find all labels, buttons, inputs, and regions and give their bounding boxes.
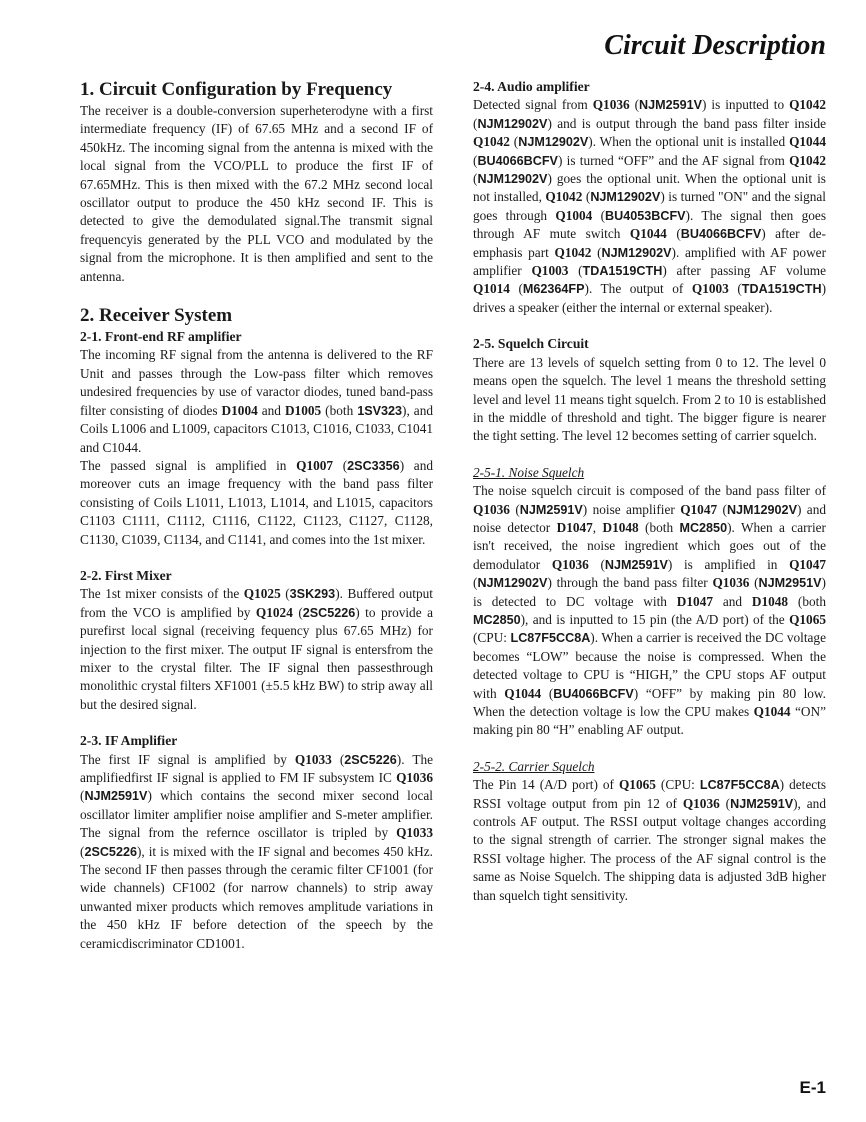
section-2-3-heading: 2-3. IF Amplifier — [80, 733, 178, 749]
section-2-5-1-body: The noise squelch circuit is composed of the band pass filter of Q1036 (NJM2591V) noise amplifier Q1047 (NJM12902V) and noise detector D1047, D1048 (both MC2850). When a carrier isn't received, the noise ingredient which goes out of the demodulator Q1036 (NJM2591V) is amplified in Q1047 (NJM12902V) through the band pass filter Q1036 (NJM2951V) is detected to DC voltage with D1047 and D1048 (both MC2850), and is inputted to 15 pin (the A/D port) of the Q1065 (CPU: LC87F5CC8A). When a carrier is received the DC voltage becomes “LOW” because the noise is compressed. When the detected voltage to CPU is “HIGH,” the CPU stops AF output with Q1044 (BU4066BCFV) “OFF” by making pin 80 low. When the detection voltage is low the CPU makes Q1044 “ON” making pin 80 “H” enabling AF output. — [473, 483, 826, 738]
left-column — [80, 78, 433, 953]
section-2-2-body: The 1st mixer consists of the Q1025 (3SK293). Buffered output from the VCO is amplified by Q1024 (2SC5226) to provide a purefirst local signal (receiving fequency plus 67.65 MHz) for injection to the first mixer. The output IF signal is entersfrom the mixer to the crystal filter. The IF signal then passesthrough monolithic crystal filters XF1001 (±5.5 kHz BW) to strip away all but the desired signal. — [80, 586, 433, 712]
section-2-1-paragraph-1: The incoming RF signal from the antenna is delivered to the RF Unit and passes through the Low-pass filter which removes undesired frequencies by use of varactor diodes, tuned band-pass filter consisting of diodes D1004 and D1005 (both 1SV323), and Coils L1006 and L1009, capacitors C1013, C1016, C1033, C1041 and C1044. — [80, 347, 433, 455]
section-2-1-paragraph-2: The passed signal is amplified in Q1007 (2SC3356) and moreover cuts an image frequency with the band pass filter consisting of Coils L1011, L1013, L1014, and L1015, capacitors C1103 C1111, C1112, C1116, C1122, C1123, C1127, C1128, C1130, C1039, C1134, and C1141, and comes into the 1st mixer. — [80, 457, 433, 547]
section-2-5-2-body: The Pin 14 (A/D port) of Q1065 (CPU: LC87F5CC8A) detects RSSI voltage output from pin 12 of Q1036 (NJM2591V), and controls AF output. The RSSI output voltage changes according to the signal strength of carrier. The stronger signal makes the RSSI voltage higher. The process of the AF signal control is the same as Noise Squelch. The shipping data is adjusted 3dB higher than squelch tight sensitivity. — [473, 777, 827, 903]
right-column — [473, 78, 826, 905]
section-2-4-body: Detected signal from Q1036 (NJM2591V) is inputted to Q1042 (NJM12902V) and is output through the band pass filter inside Q1042 (NJM12902V). When the optional unit is installed Q1044 (BU4066BCFV) is turned “OFF” and the AF signal from Q1042 (NJM12902V) goes the optional unit. When the optional unit is not installed, Q1042 (NJM12902V) is turned "ON" and the signal goes through Q1004 (BU4053BCFV). The signal then goes through AF mute switch Q1044 (BU4066BCFV) after de-emphasis part Q1042 (NJM12902V). amplified with AF power amplifier Q1003 (TDA1519CTH) after passing AF volume Q1014 (M62364FP). The output of Q1003 (TDA1519CTH) drives a speaker (either the internal or external speaker). — [473, 97, 826, 315]
page-number: E-1 — [799, 1078, 826, 1097]
section-1-heading: 1. Circuit Configuration by Frequency — [80, 79, 393, 100]
section-2-5-2-heading: 2-5-2. Carrier Squelch — [473, 758, 595, 774]
section-2-5-heading: 2-5. Squelch Circuit — [473, 336, 589, 352]
page-title: Circuit Description — [604, 30, 826, 61]
section-2-3-body: The first IF signal is amplified by Q1033 (2SC5226). The amplifiedfirst IF signal is applied to FM IF subsystem IC Q1036 (NJM2591V) which contains the second mixer second local oscillator limiter amplifier noise amplifier and S-meter amplifier. The signal from the refernce oscillator is tripled by Q1033 (2SC5226), it is mixed with the IF signal and becomes 450 kHz. The second IF then passes through the ceramic filter CF1001 (for wide channels) CF1002 (for narrow channels) to strip away unwanted mixer products which removes amplitude variations in the 450 kHz IF before detection of the speech by the ceramicdiscriminator CD1001. — [80, 751, 433, 951]
section-2-5-body: There are 13 levels of squelch setting from 0 to 12. The level 0 means open the squelch. The level 1 means the threshold setting level and level 11 means tight squelch. From 2 to 10 is established in the middle of threshold and tight. The bigger figure is nearer the tight setting. The level 12 becomes setting of carrier squelch. — [473, 354, 826, 444]
section-2-1-heading: 2-1. Front-end RF amplifier — [80, 329, 242, 345]
section-2-4-heading: 2-4. Audio amplifier — [473, 79, 590, 94]
section-2-2-heading: 2-2. First Mixer — [80, 567, 172, 583]
section-2-5-1-heading: 2-5-1. Noise Squelch — [473, 464, 585, 480]
section-1-body: The receiver is a double-conversion superheterodyne with a first intermediate frequency (IF) of 67.65 MHz and a second IF of 450kHz. The incoming signal from the antenna is mixed with the local signal from the VCO/PLL to produce the first IF of 67.65MHz. This is then mixed with the 67.2 MHz second local oscillator output to produce the 450 kHz second IF. This is detected to give the demodulated signal.The transmit signal frequencyis generated by the PLL VCO and modulated by the signal from the microphone. It is then amplified and sent to the antenna. — [80, 103, 433, 284]
section-2-heading: 2. Receiver System — [80, 305, 233, 327]
